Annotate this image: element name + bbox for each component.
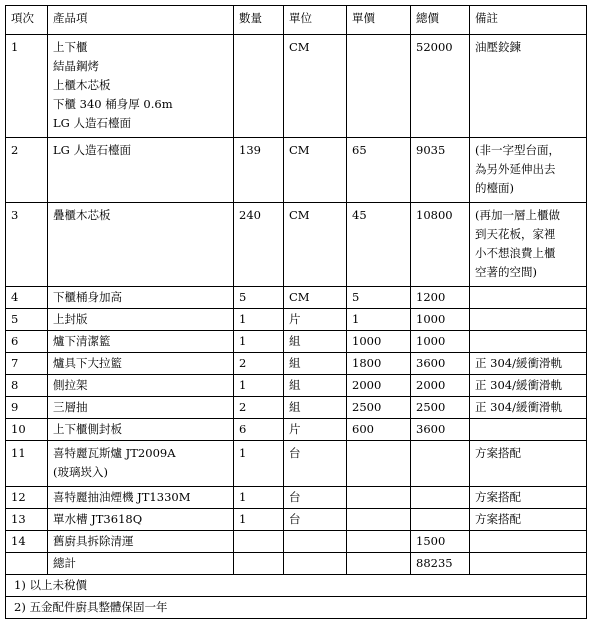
cell-item-line: LG 人造石檯面: [53, 143, 131, 157]
cell-note-line: 正 304/緩衝滑軌: [475, 356, 562, 370]
cell-price: [347, 509, 411, 531]
cell-total: 3600: [411, 419, 470, 441]
cell-total: 52000: [411, 35, 470, 138]
cell-note-line: 方案搭配: [475, 512, 521, 526]
cell-item: [48, 441, 234, 487]
table-row: [6, 375, 587, 397]
cell-item: [48, 309, 234, 331]
cell-unit: 組: [284, 353, 347, 375]
table-row: [6, 138, 587, 203]
cell-no: 4: [6, 287, 48, 309]
cell-price: 600: [347, 419, 411, 441]
cell-item: [48, 531, 234, 553]
cell-price: 1800: [347, 353, 411, 375]
table-row: [6, 531, 587, 553]
cell-item: [48, 353, 234, 375]
cell-item-line: 上下櫃: [53, 40, 88, 54]
cell-item: [48, 35, 234, 138]
cell-item-line: 結晶鋼烤: [53, 59, 99, 73]
cell-note: [470, 138, 587, 203]
total-value: 88235: [411, 553, 470, 575]
cell-no: 13: [6, 509, 48, 531]
cell-total: 2000: [411, 375, 470, 397]
cell-item-line: 喜特麗抽油煙機 JT1330M: [53, 490, 191, 504]
table-row: [6, 419, 587, 441]
cell-no: [6, 553, 48, 575]
header-total: 總價: [411, 6, 470, 35]
cell-note: [470, 375, 587, 397]
cell-note-line: 為另外延伸出去: [475, 162, 556, 176]
cell-qty: 2: [234, 353, 284, 375]
table-row: [6, 35, 587, 138]
footnote-row: [6, 597, 587, 619]
cell-item: [48, 375, 234, 397]
cell-price: 2000: [347, 375, 411, 397]
cell-price: [347, 487, 411, 509]
cell-note-line: 的檯面): [475, 181, 514, 195]
table-row: [6, 287, 587, 309]
cell-note-line: 油壓鉸鍊: [475, 40, 521, 54]
cell-item: [48, 509, 234, 531]
cell-no: 7: [6, 353, 48, 375]
cell-qty: 1: [234, 441, 284, 487]
table-row: [6, 203, 587, 287]
cell-qty: 240: [234, 203, 284, 287]
cell-note-line: 小不想浪費上櫃: [475, 246, 556, 260]
cell-no: 11: [6, 441, 48, 487]
cell-price: [347, 441, 411, 487]
cell-item: [48, 287, 234, 309]
cell-unit: CM: [284, 287, 347, 309]
cell-item-line: 單水槽 JT3618Q: [53, 512, 143, 526]
quotation-table: [5, 5, 587, 619]
cell-total: 1000: [411, 331, 470, 353]
cell-no: 3: [6, 203, 48, 287]
cell-item: [48, 203, 234, 287]
cell-item-line: 上櫃木芯板: [53, 78, 111, 92]
cell-unit: [284, 531, 347, 553]
footnote-row: [6, 575, 587, 597]
cell-item-line: 側拉架: [53, 378, 88, 392]
cell-note-line: 正 304/緩衝滑軌: [475, 400, 562, 414]
table-row: [6, 487, 587, 509]
cell-unit: 片: [284, 419, 347, 441]
cell-price: 5: [347, 287, 411, 309]
cell-price: [347, 553, 411, 575]
cell-note: [470, 309, 587, 331]
cell-note: [470, 287, 587, 309]
cell-note: [470, 487, 587, 509]
cell-item-line: 疊櫃木芯板: [53, 208, 111, 222]
cell-note: [470, 353, 587, 375]
cell-price: 45: [347, 203, 411, 287]
cell-note: [470, 531, 587, 553]
cell-unit: 組: [284, 375, 347, 397]
table-row: [6, 309, 587, 331]
cell-qty: 6: [234, 419, 284, 441]
cell-item-line: LG 人造石檯面: [53, 116, 131, 130]
table-row: [6, 397, 587, 419]
cell-note: [470, 397, 587, 419]
cell-note: [470, 35, 587, 138]
cell-price: 65: [347, 138, 411, 203]
cell-item-line: 爐具下大拉籃: [53, 356, 122, 370]
cell-no: 6: [6, 331, 48, 353]
cell-note-line: 正 304/緩衝滑軌: [475, 378, 562, 392]
cell-item-line: (玻璃崁入): [53, 465, 108, 479]
cell-note-line: 方案搭配: [475, 446, 521, 460]
cell-price: 1: [347, 309, 411, 331]
cell-unit: [284, 553, 347, 575]
cell-no: 1: [6, 35, 48, 138]
cell-qty: [234, 531, 284, 553]
cell-unit: 台: [284, 487, 347, 509]
cell-item-line: 三層抽: [53, 400, 88, 414]
table-row: [6, 331, 587, 353]
cell-no: 8: [6, 375, 48, 397]
table-row: [6, 441, 587, 487]
table-row: [6, 353, 587, 375]
cell-price: 1000: [347, 331, 411, 353]
cell-qty: 139: [234, 138, 284, 203]
cell-item: [48, 487, 234, 509]
cell-unit: 台: [284, 441, 347, 487]
cell-note: [470, 203, 587, 287]
header-note: 備註: [470, 6, 587, 35]
cell-note: [470, 419, 587, 441]
footnote: 1) 以上未稅價: [6, 575, 587, 597]
cell-unit: CM: [284, 35, 347, 138]
cell-qty: 1: [234, 331, 284, 353]
header-qty: 數量: [234, 6, 284, 35]
cell-note: [470, 331, 587, 353]
header-unit: 單位: [284, 6, 347, 35]
cell-qty: [234, 553, 284, 575]
cell-unit: 組: [284, 397, 347, 419]
cell-qty: 1: [234, 487, 284, 509]
cell-item-line: 下櫃桶身加高: [53, 290, 122, 304]
cell-item-line: 喜特麗瓦斯爐 JT2009A: [53, 446, 176, 460]
total-label: 總計: [48, 553, 234, 575]
cell-note-line: 方案搭配: [475, 490, 521, 504]
header-price: 單價: [347, 6, 411, 35]
cell-note: [470, 509, 587, 531]
cell-qty: 1: [234, 509, 284, 531]
cell-item-line: 爐下清潔籃: [53, 334, 111, 348]
cell-note-line: (再加一層上櫃做: [475, 208, 560, 222]
cell-price: 2500: [347, 397, 411, 419]
cell-item: [48, 331, 234, 353]
cell-no: 2: [6, 138, 48, 203]
cell-item-line: 下櫃 340 桶身厚 0.6m: [53, 97, 173, 111]
cell-no: 10: [6, 419, 48, 441]
cell-total: 10800: [411, 203, 470, 287]
cell-note: [470, 441, 587, 487]
cell-price: [347, 35, 411, 138]
cell-item-line: 上下櫃側封板: [53, 422, 122, 436]
cell-total: 1000: [411, 309, 470, 331]
cell-total: 1500: [411, 531, 470, 553]
cell-note-line: 空著的空間): [475, 265, 537, 279]
cell-item: [48, 397, 234, 419]
cell-total: 1200: [411, 287, 470, 309]
cell-unit: 片: [284, 309, 347, 331]
table-row: [6, 509, 587, 531]
cell-unit: 台: [284, 509, 347, 531]
cell-total: 2500: [411, 397, 470, 419]
quotation-document: [5, 5, 586, 619]
table-header-row: [6, 6, 587, 35]
cell-no: 9: [6, 397, 48, 419]
cell-qty: [234, 35, 284, 138]
cell-total: [411, 509, 470, 531]
cell-no: 5: [6, 309, 48, 331]
cell-qty: 1: [234, 375, 284, 397]
header-no: 項次: [6, 6, 48, 35]
cell-unit: 組: [284, 331, 347, 353]
cell-total: [411, 441, 470, 487]
cell-total: 3600: [411, 353, 470, 375]
cell-item-line: 上封版: [53, 312, 88, 326]
cell-note-line: (非一字型台面，: [475, 143, 560, 157]
cell-price: [347, 531, 411, 553]
cell-total: [411, 487, 470, 509]
cell-no: 12: [6, 487, 48, 509]
cell-total: 9035: [411, 138, 470, 203]
total-row: [6, 553, 587, 575]
cell-qty: 2: [234, 397, 284, 419]
cell-unit: CM: [284, 138, 347, 203]
cell-qty: 5: [234, 287, 284, 309]
cell-item: [48, 138, 234, 203]
cell-item: [48, 419, 234, 441]
cell-qty: 1: [234, 309, 284, 331]
cell-note-line: 到天花板，家裡: [475, 227, 556, 241]
header-item: 產品項: [48, 6, 234, 35]
cell-note: [470, 553, 587, 575]
cell-unit: CM: [284, 203, 347, 287]
cell-no: 14: [6, 531, 48, 553]
footnote: 2) 五金配件廚具整體保固一年: [6, 597, 587, 619]
cell-item-line: 舊廚具拆除清運: [53, 534, 134, 548]
